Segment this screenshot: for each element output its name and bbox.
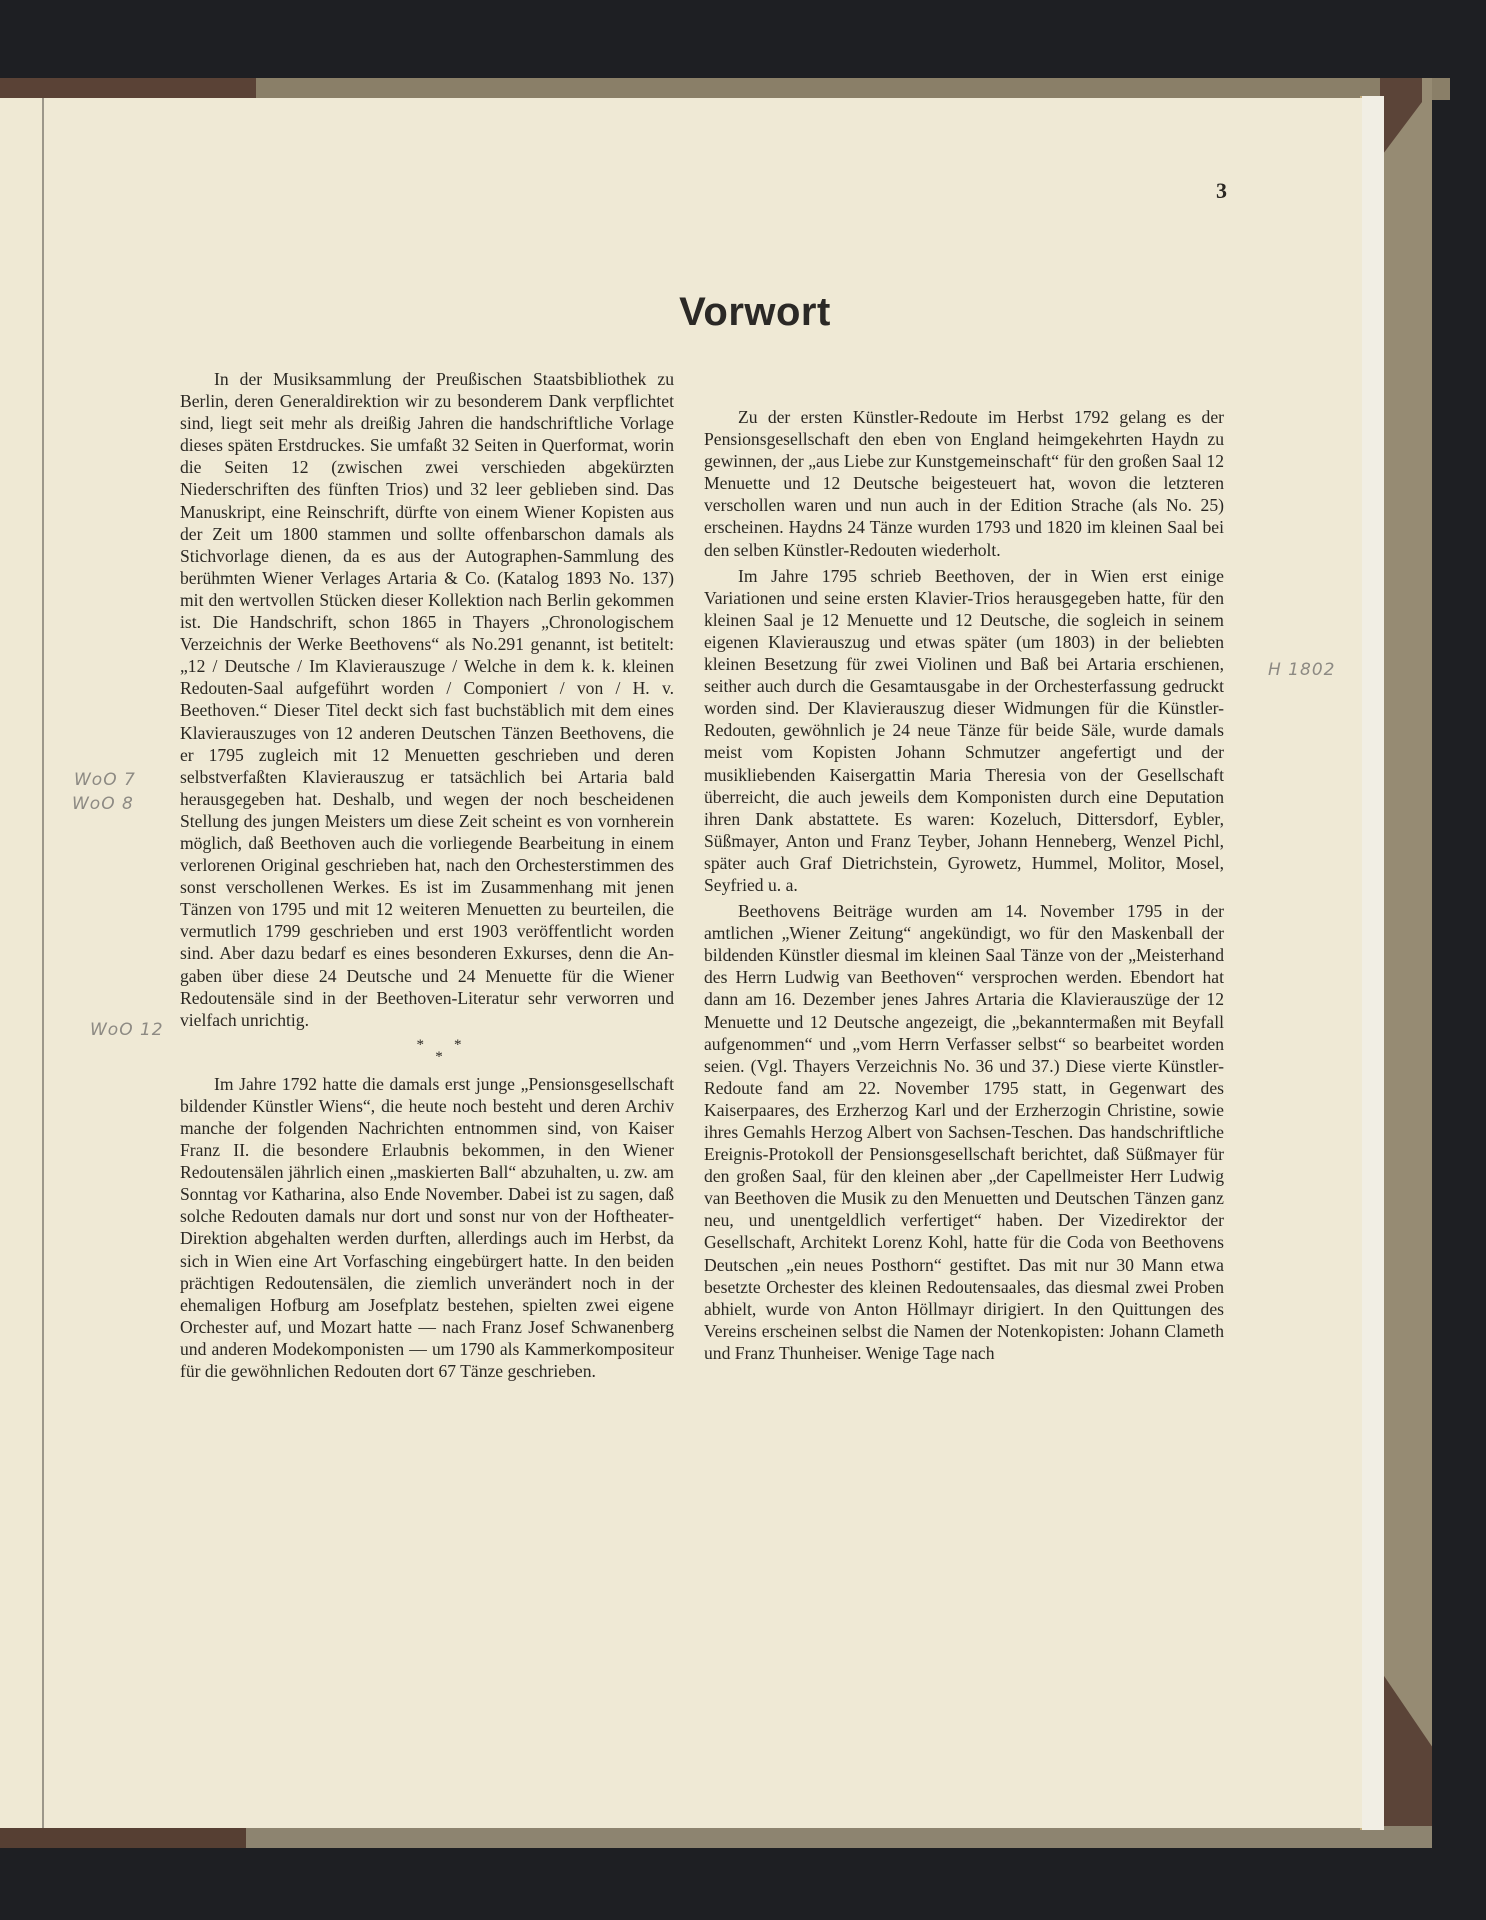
paragraph: Im Jahre 1795 schrieb Beethoven, der in Wien erst einige Variationen und seine ersten Klavier-Trios herausgegeben hatte, für den kleinen Saal je 12 Menuette und 12 Deutsche, die sogleich in seinem eigenen Klavierauszug und etwas später (um 1803) in der beliebten kleinen Besetzung für zwei Violinen und Baß bei Artaria erschienen, seither auch durch die Gesamtausgabe in der Orchesterfassung gedruckt worden sind. Der Klavierauszug dieser Widmungen für die Künstler-Redouten, gewöhnlich je 24 neue Tänze für beide Säle, wurde damals meist vom Kopisten Johann Schmutzer angefertigt und der musikliebenden Kaisergattin Maria Theresia von der Gesellschaft überreicht, die auch jeweils dem Komponisten durch eine Deputation ihren Dank abstattete. Es waren: Kozeluch, Dittersdorf, Eybler, Süßmayer, Anton und Franz Teyber, Johann Henneberg, Wenzel Pichl, später auch Graf Dietrichstein, Gyrowetz, Hummel, Molitor, Mosel, Seyfried u. a. bbox=[704, 565, 1224, 895]
left-column bbox=[180, 368, 674, 1382]
right-column bbox=[704, 406, 1224, 1364]
page-stack-edge bbox=[1360, 96, 1384, 1830]
pencil-annotation-woo12: WoO 12 bbox=[90, 1020, 164, 1040]
page-number: 3 bbox=[1216, 178, 1227, 203]
section-break bbox=[180, 1036, 674, 1065]
book-cover-leather-bottom bbox=[0, 1826, 248, 1848]
paragraph: Zu der ersten Künstler-Redoute im Herbst 1792 gelang es der Pensionsgesellschaft den eben von England heimgekehrten Haydn zu gewinnen, der „aus Liebe zur Kunstgemeinschaft“ für den großen Saal 12 Menuette und 12 Deutsche beigesteuert hat, wovon die letzteren verschollen waren und nun auch in der Edition Strache (als No. 25) erscheinen. Haydns 24 Tänze wurden 1793 und 1820 im kleinen Saal bei den selben Künstler-Redouten wiederholt. bbox=[704, 407, 1224, 560]
asterisk: * bbox=[435, 1048, 443, 1065]
pencil-annotation-h1802: H 1802 bbox=[1268, 660, 1336, 680]
document-page bbox=[44, 98, 1362, 1828]
pencil-annotation-woo8: WoO 8 bbox=[72, 794, 134, 814]
pencil-annotation-woo7: WoO 7 bbox=[74, 770, 136, 790]
book-cover-paper-bottom bbox=[246, 1826, 1432, 1848]
paragraph: In der Musiksammlung der Preußischen Staatsbibliothek zu Berlin, deren Generaldirektion wir zu besonderem Dank verpflichtet sind, liegt seit mehr als dreißig Jahren die handschriftliche Vorlage dieses späten Erstdruckes. Sie umfaßt 32 Seiten in Querformat, worin die Seiten 12 (zwischen zwei verschieden abgekürzten Niederschriften des fünften Trios) und 32 leer geblieben sind. Das Manuskript, eine Reinschrift, dürfte von einem Wiener Kopisten aus der Zeit um 1800 stammen und sollte offenbarschon damals als Stichvorlage dienen, da es aus der Autographen-Sammlung des berühmten Wiener Verlages Artaria & Co. (Katalog 1893 No. 137) mit den wertvollen Stücken dieser Kollektion nach Berlin gekommen ist. Die Handschrift, schon 1865 in Thayers „Chronologischem Verzeichnis der Werke Beethovens“ als No.291 genannt, ist betitelt: „12 / Deutsche / Im Klavierauszuge / Welche in dem k. k. kleinen Redouten-Saal aufgeführt worden / Componiert / von / H. v. Beethoven.“ Dieser Titel deckt sich fast buchstäblich mit dem eines Klavierauszuges von 12 anderen Deutschen Tänzen Beethovens, die er 1795 zugleich mit 12 Menuetten geschrieben und deren selbstverfaßten Klavierauszug er tatsächlich bei Artaria bald herausgegeben hat. Deshalb, und wegen der noch bescheidenen Stellung des jungen Meisters um diese Zeit scheint es von vornherein möglich, daß Beethoven auch die vorliegende Bearbeitung in einem verlorenen Original geschrieben hat, nach den Orchesterstimmen des sonst verschollenen Werkes. Es ist im Zusammenhang mit jenen Tänzen von 1795 und mit 12 weiteren Menuetten zu beurteilen, die vermutlich 1799 geschrieben und erst 1903 veröffentlicht worden sind. Aber dazu bedarf es eines besonderen Exkurses, denn die Angaben über diese 24 Deutsche und 24 Menuette für die Wiener Redoutensäle sind in der Beethoven-Literatur sehr verworren und vielfach unrichtig. bbox=[180, 369, 674, 1030]
paragraph: Im Jahre 1792 hatte die damals erst junge „Pensionsgesellschaft bildender Künstler Wiens“, die heute noch besteht und deren Archiv manche der folgenden Nachrichten entnommen sind, von Kaiser Franz II. die besondere Erlaubnis bekommen, in den Wiener Redoutensälen jährlich einen „maskierten Ball“ abzuhalten, u. zw. am Sonntag vor Katharina, also Ende November. Dabei ist zu sagen, daß solche Redouten damals nur dort und sonst nur von der Hoftheater-Direktion abgehalten werden durften, allerdings auch im Herbst, da sich in Wien eine Art Vorfasching eingebürgert hatte. In den beiden prächtigen Redoutensälen, die ziemlich unverändert noch in der ehemaligen Hofburg am Josefplatz bestehen, spielten zwei eigene Orchester auf, und Mozart hatte — nach Franz Josef Schwanenberg und anderen Modekomponisten — um 1790 als Kammerkompositeur für die gewöhnlichen Redouten dort 67 Tänze geschrieben. bbox=[180, 1073, 674, 1382]
book-cover-leather-top bbox=[0, 78, 258, 100]
book-cover-paper-right bbox=[1380, 78, 1432, 1840]
paragraph: Beethovens Beiträge wurden am 14. November 1795 in der amtlichen „Wiener Zeitung“ angekündigt, wo für den Maskenball der bildenden Künstler diesmal im kleinen Saal Tänze von der „Meisterhand des Herrn Ludwig van Beethoven“ versprochen werden. Ebendort hat dann am 16. Dezember jenes Jahres Artaria die Klavierauszüge der 12 Menuette und 12 Deutsche angezeigt, die „bekanntermaßen mit Beyfall aufgenommen“ und „vom Herrn Verfasser selbst“ so bearbeitet worden seien. (Vgl. Thayers Verzeichnis No. 36 und 37.) Diese vierte Künstler-Redoute fand am 22. November 1795 statt, in Gegenwart des Kaiserpaares, des Erzherzog Karl und der Erzherzogin Christine, sowie ihres Gemahls Herzog Albert von Sachsen-Teschen. Das handschriftliche Ereignis-Protokoll der Pensionsgesellschaft berichtet, daß Süßmayer für den großen Saal, für den kleinen aber „der Capellmeister Herr Ludwig van Beethoven die Musik zu den Menuetten und Deutschen Tänzen ganz neu, und unentgeldlich verfertiget“ haben. Der Vizedirektor der Gesellschaft, Architekt Lorenz Kohl, hatte für die Coda von Beethovens Deutschen „ein neues Posthorn“ gestiftet. Das mit nur 30 Mann etwa besetzte Orchester des kleinen Redoutensaales, das diesmal zwei Proben abhielt, wurde von Anton Höllmayr dirigiert. In den Quittungen des Vereins erscheinen selbst die Namen der Notenkopisten: Johann Clameth und Franz Thunheiser. Wenige Tage nach bbox=[704, 901, 1224, 1363]
facing-page-edge bbox=[0, 98, 44, 1828]
page-title: Vorwort bbox=[679, 290, 831, 334]
asterisk: * bbox=[454, 1036, 462, 1053]
book-cover-paper-top bbox=[256, 78, 1450, 100]
asterisk: * bbox=[416, 1036, 424, 1053]
